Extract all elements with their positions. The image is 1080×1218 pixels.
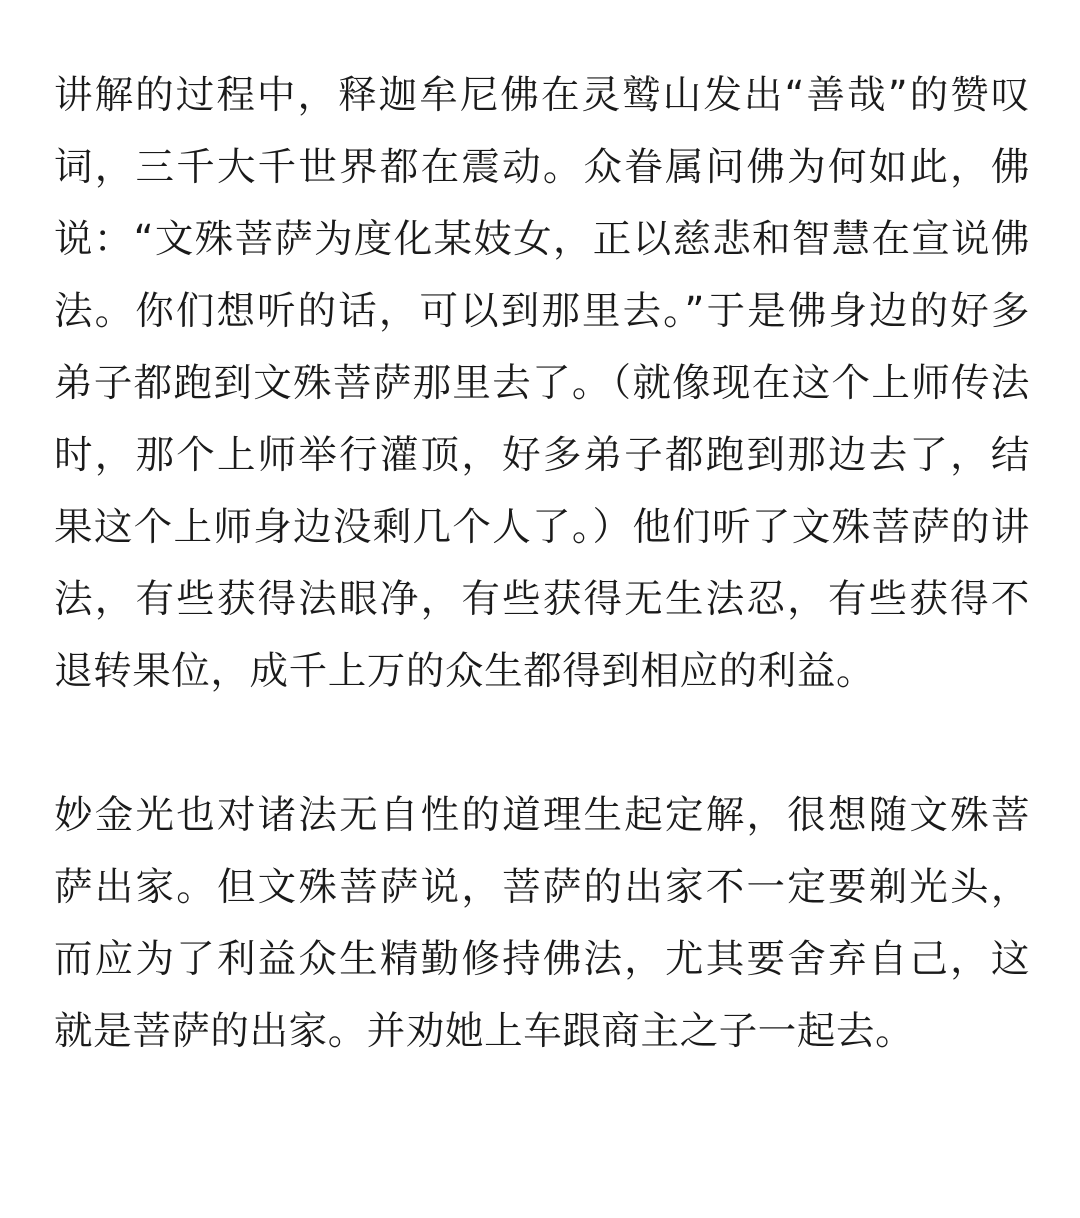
paragraph-1: 讲解的过程中，释迦牟尼佛在灵鹫山发出“善哉”的赞叹词，三千大千世界都在震动。众眷属问佛为何如此，佛说：“文殊菩萨为度化某妓女，正以慈悲和智慧在宣说佛法。你们想听的话，可以到那里去。”于是佛身边的好多弟子都跑到文殊菩萨那里去了。（就像现在这个上师传法时，那个上师举行灌顶，好多弟子都跑到那边去了，结果这个上师身边没剩几个人了。）他们听了文殊菩萨的讲法，有些获得法眼净，有些获得无生法忍，有些获得不退转果位，成千上万的众生都得到相应的利益。 xyxy=(54,73,1030,694)
paragraph-2: 妙金光也对诸法无自性的道理生起定解，很想随文殊菩萨出家。但文殊菩萨说，菩萨的出家不一定要剃光头，而应为了利益众生精勤修持佛法，尤其要舍弃自己，这就是菩萨的出家。并劝她上车跟商主之子一起去。 xyxy=(54,793,1030,1054)
article-body xyxy=(54,60,1030,1068)
